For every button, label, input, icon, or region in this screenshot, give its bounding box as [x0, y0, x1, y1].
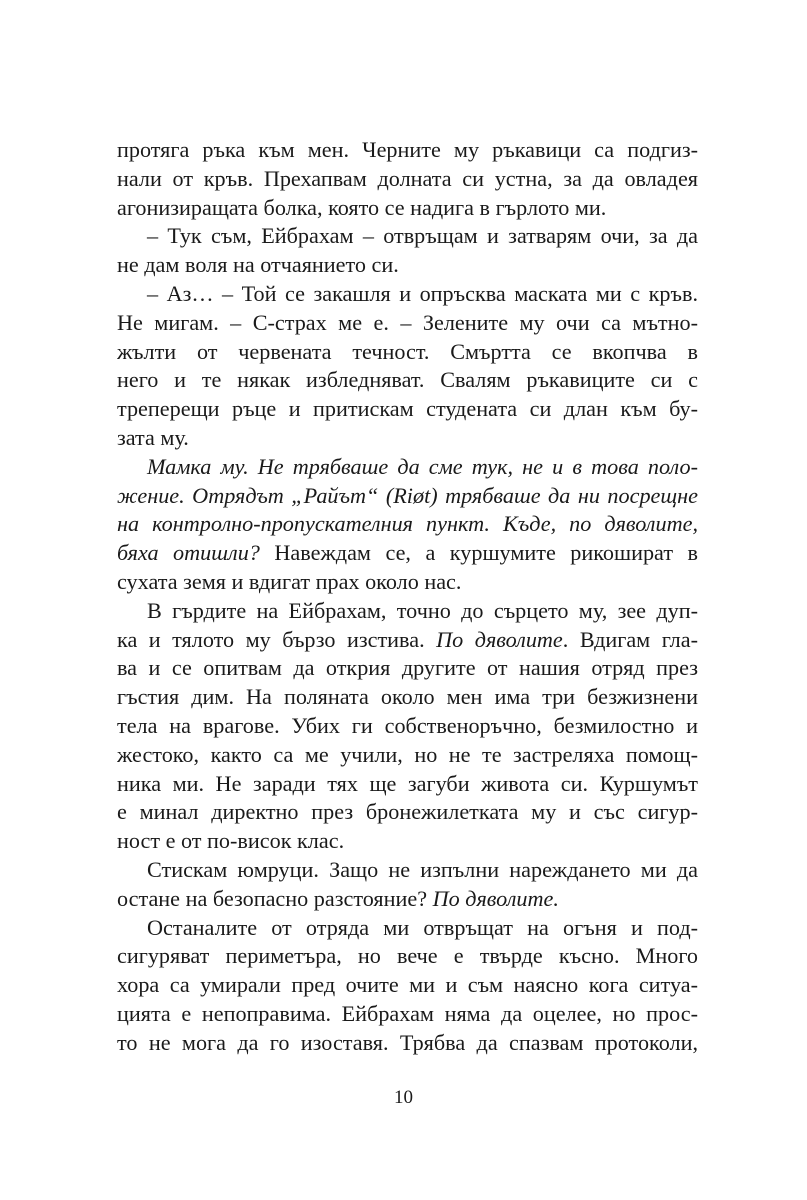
text-line: [117, 309, 698, 338]
text-segment: то не мога да го изоставя. Трябва да спазвам протоколи,: [117, 1029, 698, 1055]
text-line: [117, 568, 698, 597]
text-segment: сигуряват периметъра, но вече е твърде късно. Много: [117, 943, 698, 969]
page-number: 10: [394, 1087, 413, 1108]
text-segment: зата му.: [117, 424, 189, 450]
text-line: [117, 626, 698, 655]
text-line: [117, 654, 698, 683]
text-segment: Не мигам. – С-страх ме е. – Зелените му очи са мътно-: [117, 309, 698, 335]
text-line: [117, 971, 698, 1000]
text-line: [117, 453, 698, 482]
italic-text: на контролно-пропускателния пункт. Къде, по дяволите,: [117, 511, 698, 537]
text-line: [117, 741, 698, 770]
text-segment: В гърдите на Ейбрахам, точно до сърцето му, зее дуп-: [147, 597, 698, 623]
text-segment: е минал директно през бронежилетката му и със сигур-: [117, 799, 698, 825]
text-line: [117, 942, 698, 971]
text-segment: ност е от по-висок клас.: [117, 828, 345, 854]
text-line: [117, 222, 698, 251]
text-segment: Стискам юмруци. Защо не изпълни нареждането ми да: [147, 856, 698, 882]
text-line: [117, 510, 698, 539]
text-line: [117, 683, 698, 712]
text-line: [117, 366, 698, 395]
italic-text: По дяволите.: [432, 885, 559, 911]
text-segment: агонизиращата болка, която се надига в гърлото ми.: [117, 194, 607, 220]
italic-text: жение. Отрядът „Райът“ (Riøt) трябваше да ни посрещне: [117, 482, 698, 508]
body-text: [117, 136, 698, 1058]
text-line: [117, 1000, 698, 1029]
text-segment: ва и се опитвам да открия другите от нашия отряд през: [117, 655, 698, 681]
text-segment: хора са умирали пред очите ми и съм наясно кога ситуа-: [117, 972, 698, 998]
text-segment: Останалите от отряда ми отвръщат на огъня и под-: [147, 914, 698, 940]
text-line: [117, 712, 698, 741]
text-segment: нали от кръв. Прехапвам долната си устна, за да овладея: [117, 165, 698, 191]
text-line: [117, 1029, 698, 1058]
text-segment: сухата земя и вдигат прах около нас.: [117, 568, 462, 594]
text-segment: гъстия дим. На поляната около мен има три безжизнени: [117, 684, 698, 710]
text-segment: Навеждам се, а куршумите рикошират в: [259, 540, 698, 566]
italic-text: По дяволите: [436, 626, 563, 652]
text-line: [117, 280, 698, 309]
text-line: [117, 136, 698, 165]
text-line: [117, 395, 698, 424]
text-line: [117, 165, 698, 194]
text-line: [117, 827, 698, 856]
text-segment: жълти от червената течност. Смъртта се вкопчва в: [117, 338, 698, 364]
text-line: [117, 482, 698, 511]
text-segment: протяга ръка към мен. Черните му ръкавици са подгиз-: [117, 137, 698, 162]
text-segment: не дам воля на отчаянието си.: [117, 252, 399, 278]
text-segment: треперещи ръце и притискам студената си длан към бу-: [117, 396, 698, 422]
italic-text: Мамка му. Не трябваше да сме тук, не и в това поло-: [147, 453, 698, 479]
text-line: [117, 539, 698, 568]
text-segment: остане на безопасно разстояние?: [117, 885, 433, 911]
text-line: [117, 338, 698, 367]
text-line: [117, 856, 698, 885]
text-segment: жестоко, както са ме учили, но не те застреляха помощ-: [117, 741, 698, 767]
text-segment: ника ми. Не заради тях ще загуби живота си. Куршумът: [117, 770, 698, 796]
text-segment: тела на врагове. Убих ги собственоръчно, безмилостно и: [117, 712, 698, 738]
text-line: [117, 194, 698, 223]
text-segment: ка и тялото му бързо изстива.: [117, 626, 437, 652]
text-line: [117, 770, 698, 799]
text-segment: него и те някак избледняват. Свалям ръкавиците си с: [117, 367, 698, 393]
text-segment: . Вдигам гла-: [562, 626, 698, 652]
text-line: [117, 597, 698, 626]
text-line: [117, 424, 698, 453]
text-segment: – Тук съм, Ейбрахам – отвръщам и затварям очи, за да: [147, 223, 698, 249]
text-line: [117, 885, 698, 914]
text-segment: цията е непоправима. Ейбрахам няма да оцелее, но прос-: [117, 1000, 698, 1026]
text-line: [117, 798, 698, 827]
text-line: [117, 251, 698, 280]
text-line: [117, 914, 698, 943]
italic-text: бяха отишли?: [117, 540, 260, 566]
text-segment: – Аз… – Той се закашля и опръсква маската ми с кръв.: [147, 280, 698, 306]
